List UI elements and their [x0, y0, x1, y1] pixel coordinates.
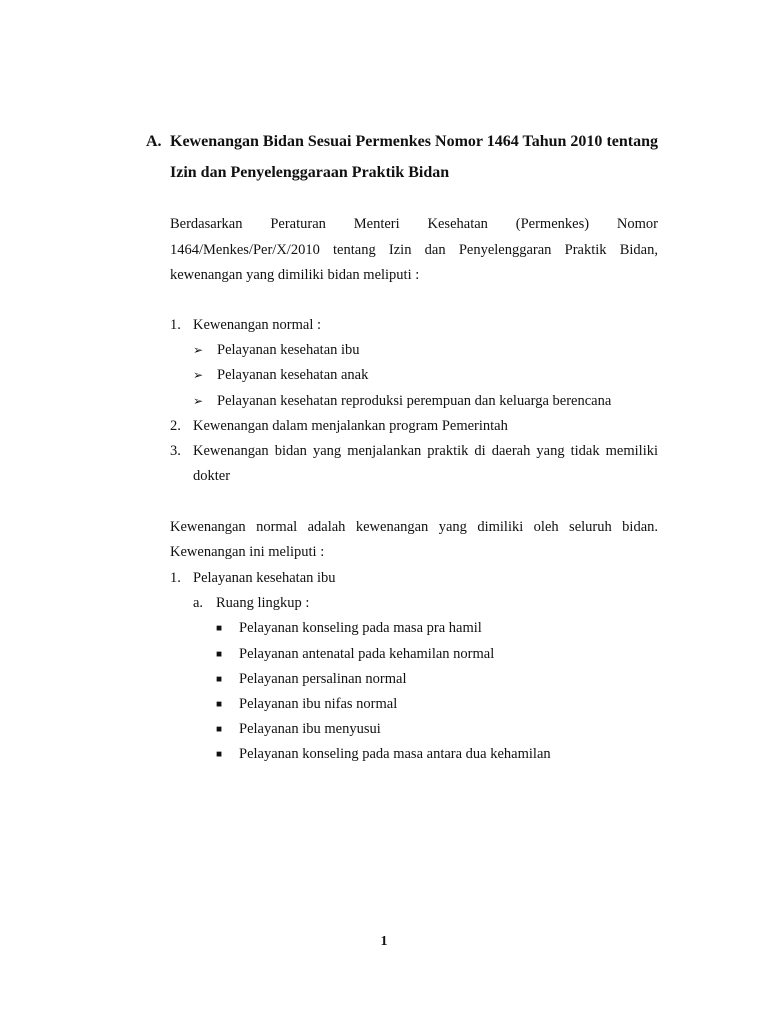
square-bullet-icon: ■	[216, 673, 223, 685]
sub-list-item-text: Ruang lingkup :	[216, 595, 310, 612]
bullet-item	[216, 692, 658, 717]
sub-list-item-text: Pelayanan kesehatan reproduksi perempuan dan keluarga berencana	[217, 392, 612, 409]
normal-authority-paragraph	[170, 515, 658, 565]
square-bullet-icon: ■	[216, 699, 223, 711]
arrow-icon: ➢	[193, 343, 204, 358]
section-title: Kewenangan Bidan Sesuai Permenkes Nomor 1464 Tahun 2010 tentang Izin dan Penyelenggaraan Praktik Bidan	[170, 133, 658, 181]
sub-list-item	[193, 389, 658, 414]
sub-list-item-text: Pelayanan kesehatan anak	[217, 367, 369, 384]
bullet-item-text: Pelayanan konseling pada masa pra hamil	[239, 620, 482, 637]
bullet-item-text: Pelayanan antenatal pada kehamilan normal	[239, 645, 495, 662]
bullet-item	[216, 616, 658, 641]
list-number: 3.	[170, 443, 181, 460]
intro-line-1: Berdasarkan Peraturan Menteri Kesehatan (Permenkes) Nomor	[170, 216, 658, 232]
list-item-text: Kewenangan bidan yang menjalankan praktik di daerah yang tidak memiliki dokter	[193, 443, 658, 485]
bullet-item-text: Pelayanan ibu menyusui	[239, 721, 381, 738]
authority-list	[170, 313, 658, 489]
bullet-item	[216, 667, 658, 692]
bullet-item-text: Pelayanan persalinan normal	[239, 670, 407, 687]
intro-line-2: 1464/Menkes/Per/X/2010 tentang Izin dan Penyelenggaran Praktik Bidan,	[170, 241, 658, 258]
list-item-text: Kewenangan normal :	[193, 317, 322, 333]
list-item	[170, 566, 658, 591]
sub-list-item	[193, 591, 658, 616]
arrow-icon: ➢	[193, 368, 204, 383]
sub-list-item-text: Pelayanan kesehatan ibu	[217, 342, 360, 359]
square-bullet-icon: ■	[216, 749, 223, 761]
list-item-text: Pelayanan kesehatan ibu	[193, 570, 336, 586]
arrow-icon: ➢	[193, 393, 204, 408]
intro-paragraph	[170, 212, 658, 289]
bullet-item-text: Pelayanan ibu nifas normal	[239, 696, 398, 713]
paragraph-line-1: Kewenangan normal adalah kewenangan yang dimiliki oleh seluruh bidan.	[170, 519, 658, 535]
sub-list-item	[193, 363, 658, 388]
normal-authority-list	[170, 566, 658, 768]
list-item-text: Kewenangan dalam menjalankan program Pemerintah	[193, 417, 508, 434]
page-number: 1	[380, 934, 388, 949]
list-number: 1.	[170, 570, 181, 586]
sub-list-item	[193, 338, 658, 363]
list-item	[170, 414, 658, 439]
paragraph-line-2: Kewenangan ini meliputi :	[170, 544, 325, 561]
square-bullet-icon: ■	[216, 648, 223, 660]
intro-line-3: kewenangan yang dimiliki bidan meliputi :	[170, 267, 420, 283]
bullet-item-text: Pelayanan konseling pada masa antara dua kehamilan	[239, 746, 551, 763]
bullet-item	[216, 642, 658, 667]
list-item	[170, 439, 658, 489]
bullet-item	[216, 742, 658, 767]
list-number: 2.	[170, 417, 181, 434]
list-number: 1.	[170, 317, 181, 333]
bullet-item	[216, 717, 658, 742]
square-bullet-icon: ■	[216, 724, 223, 736]
square-bullet-icon: ■	[216, 623, 223, 635]
sub-list-label: a.	[193, 595, 204, 612]
list-item	[170, 313, 658, 338]
section-heading	[146, 126, 658, 188]
section-letter: A.	[146, 133, 162, 150]
